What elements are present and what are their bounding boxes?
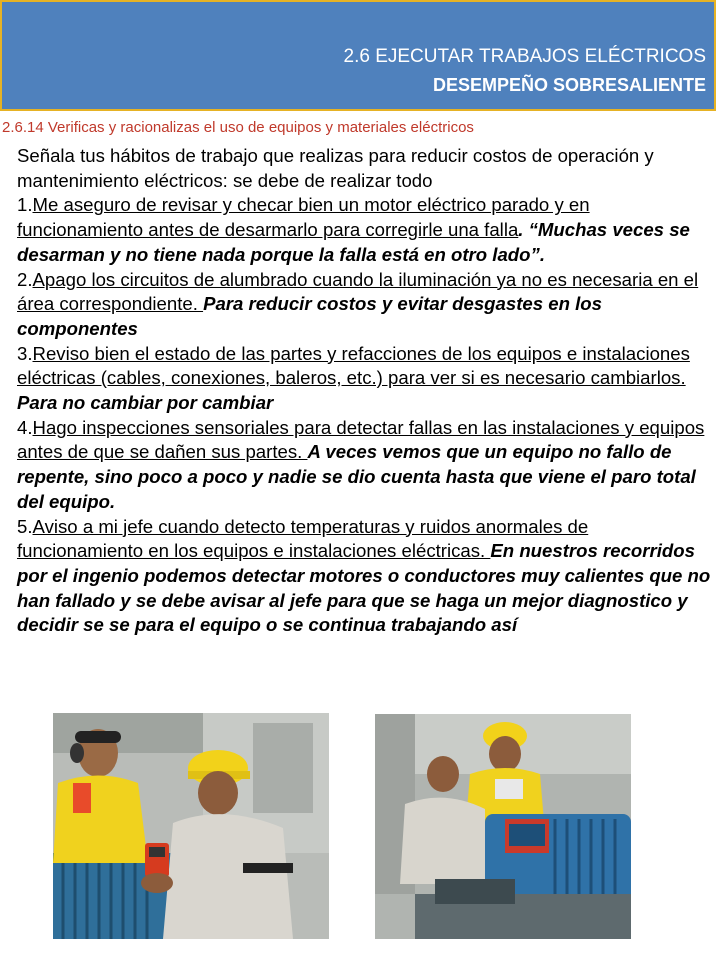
habit-comment: . “Muchas veces se desarman y no tiene nada porque la falla está en otro lado”. [17,219,690,265]
habit-text: Aviso a mi jefe cuando detecto temperaturas y ruidos anormales de funcionamiento en los equipos e instalaciones eléctricas. [17,515,589,562]
habit-item-3 [17,342,717,416]
habit-comment: A veces vemos que un equipo no fallo de repente, sino poco a poco y nadie se dio cuenta hasta que viene el paro total del equipo. [17,441,696,512]
item-number: 2. [17,268,33,290]
header-banner [0,0,716,111]
performance-level: DESEMPEÑO SOBRESALIENTE [432,75,706,95]
workers-inspecting-motor-photo [375,714,631,939]
section-title: 2.6 EJECUTAR TRABAJOS ELÉCTRICOS [343,46,706,67]
habit-comment: Para reducir costos y evitar desgastes en los componentes [17,293,602,339]
habits-text [17,144,717,638]
section-heading: 2.6.14 Verificas y racionalizas el uso de equipos y materiales eléctricos [2,119,474,136]
habit-text: Hago inspecciones sensoriales para detectar fallas en las instalaciones y equipos antes de que se dañen sus partes. [17,416,705,463]
workers-with-multimeter-photo [53,713,329,939]
item-number: 1. [17,194,33,216]
habit-comment: Para no cambiar por cambiar [17,392,274,414]
item-number: 5. [17,515,33,537]
habit-text: Me aseguro de revisar y checar bien un motor eléctrico parado y en funcionamiento antes de desarmarlo para corregirle una falla [17,194,590,241]
habit-comment: En nuestros recorridos por el ingenio podemos detectar motores o conductores muy calientes que no han fallado y se debe avisar al jefe para que se haga un mejor diagnostico y decidir se se para el equipo o se continua trabajando así [17,540,711,636]
habit-text: Reviso bien el estado de las partes y refacciones de los equipos e instalaciones eléctricas (cables, conexiones, baleros, etc.) para ver si es necesario cambiarlos. [17,342,690,389]
habit-item-2 [17,268,717,342]
intro-text: Señala tus hábitos de trabajo que realizas para reducir costos de operación y mantenimiento eléctricos: se debe de realizar todo [17,145,654,191]
habit-item-5 [17,515,717,639]
habit-item-4 [17,416,717,515]
item-number: 3. [17,342,33,364]
habit-text: Apago los circuitos de alumbrado cuando la iluminación ya no es necesaria en el área correspondiente. [17,268,699,315]
habit-item-1 [17,193,717,267]
item-number: 4. [17,416,33,438]
